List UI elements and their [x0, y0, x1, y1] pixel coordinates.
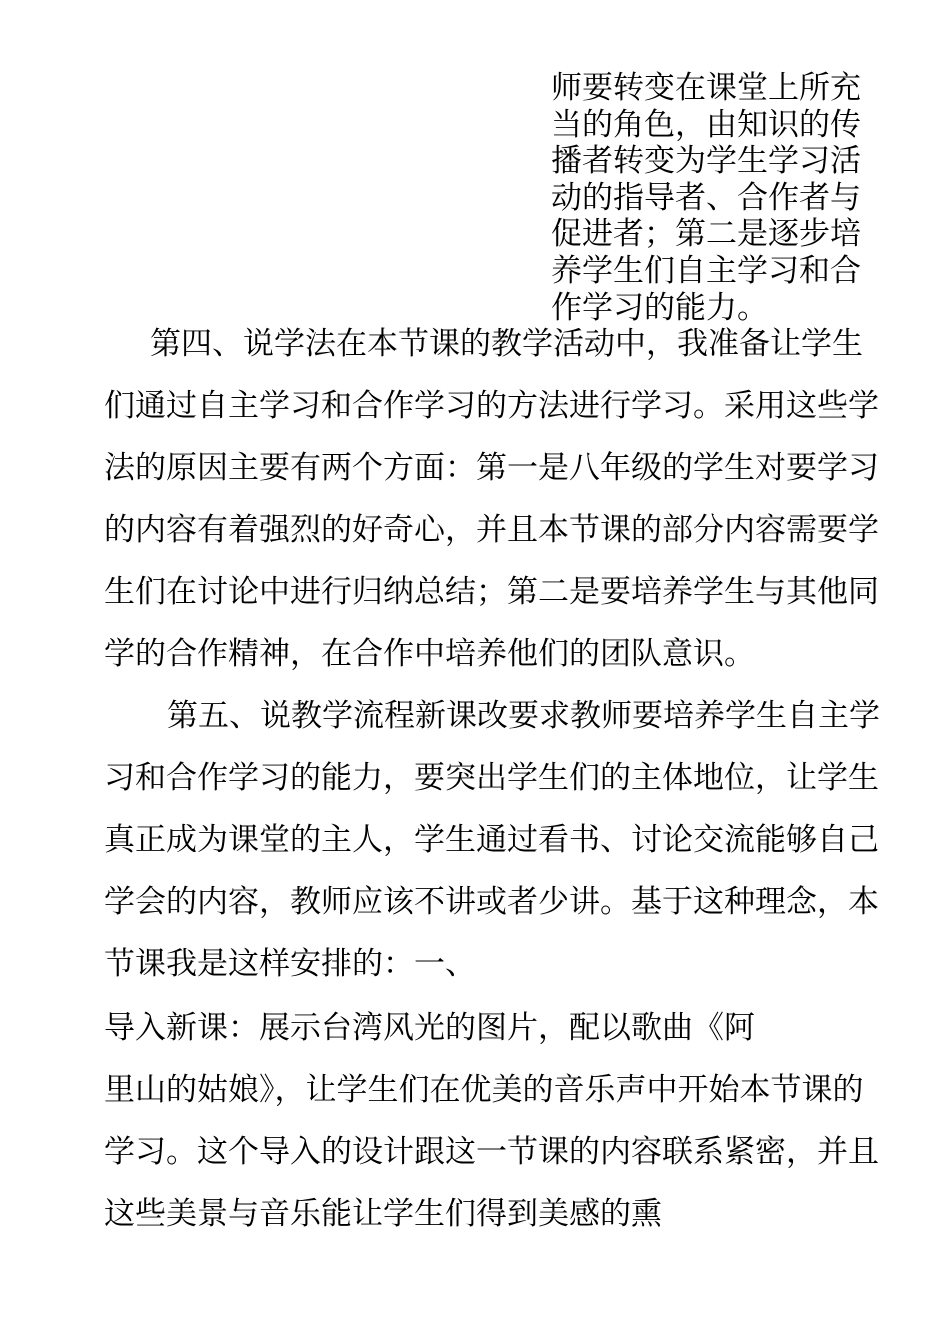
- column-line-4: 动的指导者、合作者与: [551, 179, 861, 216]
- paragraph-4-line-1: 第四、说学法在本节课的教学活动中，我准备让学生: [150, 326, 863, 362]
- column-line-2: 当的角色，由知识的传: [551, 106, 861, 143]
- column-line-6: 养学生们自主学习和合: [551, 252, 861, 289]
- paragraph-5-line-4: 学会的内容，教师应该不讲或者少讲。基于这种理念，本: [104, 884, 879, 920]
- paragraph-5-line-3: 真正成为课堂的主人，学生通过看书、讨论交流能够自己: [104, 822, 879, 858]
- paragraph-4-line-3: 法的原因主要有两个方面：第一是八年级的学生对要学习: [104, 450, 879, 486]
- paragraph-4-line-2: 们通过自主学习和合作学习的方法进行学习。采用这些学: [104, 388, 879, 424]
- paragraph-4-line-5: 生们在讨论中进行归纳总结；第二是要培养学生与其他同: [104, 574, 879, 610]
- column-line-5: 促进者；第二是逐步培: [551, 216, 861, 253]
- paragraph-5-line-2: 习和合作学习的能力，要突出学生们的主体地位，让学生: [104, 760, 879, 796]
- column-line-7: 作学习的能力。: [551, 289, 768, 326]
- column-line-1: 师要转变在课堂上所充: [551, 70, 861, 106]
- paragraph-6-line-4: 这些美景与音乐能让学生们得到美感的熏: [104, 1196, 662, 1232]
- paragraph-6-line-1: 导入新课：展示台湾风光的图片，配以歌曲《阿: [104, 1010, 755, 1046]
- paragraph-5-line-1: 第五、说教学流程新课改要求教师要培养学生自主学: [167, 698, 880, 734]
- paragraph-6-line-3: 学习。这个导入的设计跟这一节课的内容联系紧密，并且: [104, 1134, 879, 1170]
- paragraph-4-line-4: 的内容有着强烈的好奇心，并且本节课的部分内容需要学: [104, 512, 879, 548]
- paragraph-5-line-5: 节课我是这样安排的：一、: [104, 946, 476, 982]
- paragraph-6-line-2: 里山的姑娘》，让学生们在优美的音乐声中开始本节课的: [104, 1072, 864, 1108]
- column-line-3: 播者转变为学生学习活: [551, 143, 861, 180]
- paragraph-4-line-6: 学的合作精神，在合作中培养他们的团队意识。: [104, 636, 755, 672]
- narrow-column-text: [551, 70, 871, 326]
